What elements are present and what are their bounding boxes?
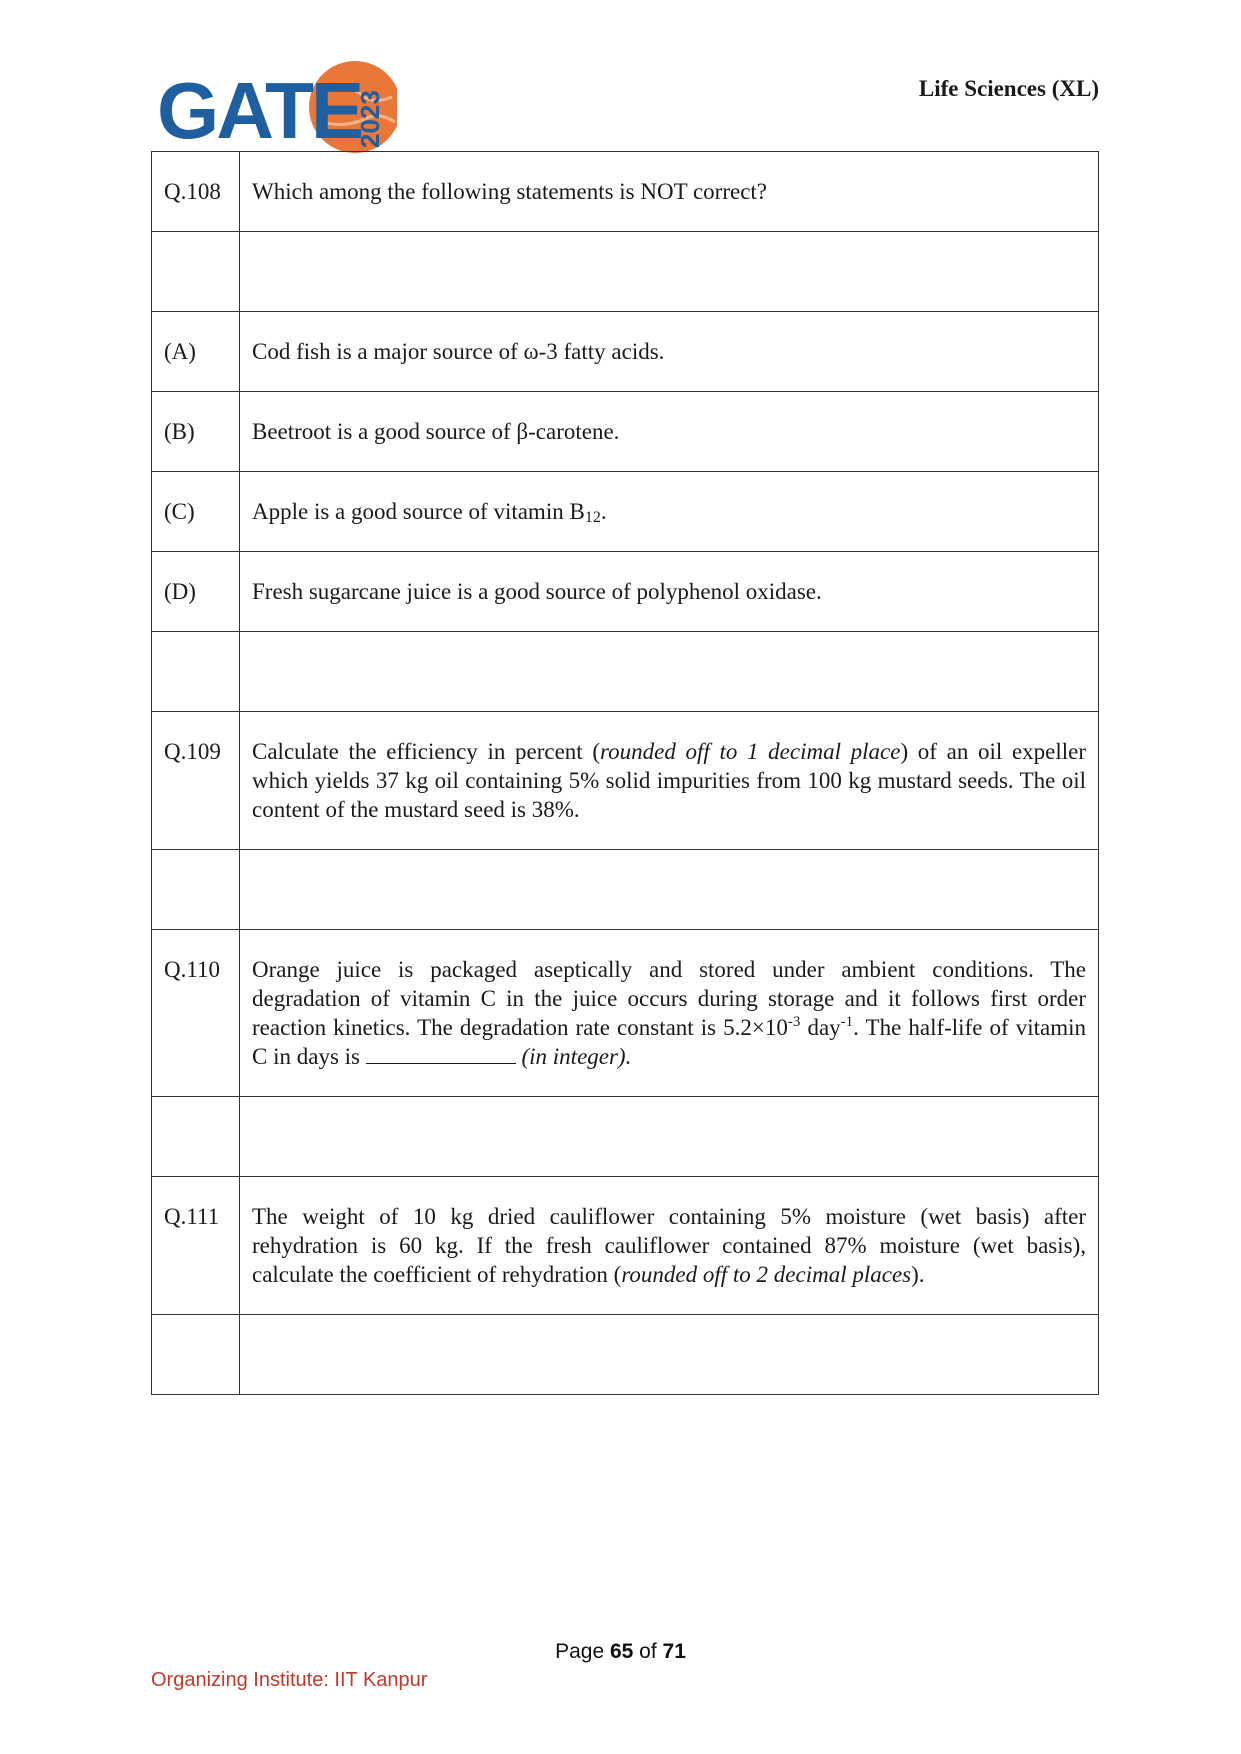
- question-text: Calculate the efficiency in percent (rounded off to 1 decimal place) of an oil expeller which yields 37 kg oil containing 5% solid impurities from 100 kg mustard seeds. The oil content of the mustard seed is 38%.: [240, 712, 1099, 850]
- page-number: Page 65 of 71: [555, 1640, 686, 1663]
- question-number: Q.110: [152, 930, 240, 1097]
- option-text: Apple is a good source of vitamin $B_{12}$.: [240, 472, 1099, 552]
- logo-text: GATE: [157, 66, 362, 155]
- option-label: (C): [152, 472, 240, 552]
- option-label: (A): [152, 312, 240, 392]
- organizing-institute: Organizing Institute: IIT Kanpur: [151, 1669, 428, 1691]
- question-row: [152, 1177, 1099, 1315]
- question-number: Q.111: [152, 1177, 240, 1315]
- question-number: Q.108: [152, 152, 240, 232]
- option-label: (D): [152, 552, 240, 632]
- spacer-row: [152, 232, 1099, 312]
- spacer-row: [152, 1097, 1099, 1177]
- subject-title: Life Sciences (XL): [918, 76, 1099, 101]
- gate-2023-logo: [157, 60, 397, 156]
- spacer-row: [152, 632, 1099, 712]
- question-text: Orange juice is packaged aseptically and stored under ambient conditions. The degradation of vitamin C in the juice occurs during storage and it follows first order reaction kinetics. The degradation rate constant is $5.2\times 10^{-3}$ day$^{-1}$. The half-life of vitamin C in days is (in integer).: [240, 930, 1099, 1097]
- option-row: [152, 312, 1099, 392]
- spacer-row: [152, 1315, 1099, 1395]
- logo-year: 2023: [355, 90, 385, 148]
- question-row: [152, 930, 1099, 1097]
- option-row: [152, 472, 1099, 552]
- option-row: [152, 392, 1099, 472]
- option-text: Cod fish is a major source of ω-3 fatty acids.: [240, 312, 1099, 392]
- option-row: [152, 552, 1099, 632]
- option-text: Fresh sugarcane juice is a good source of polyphenol oxidase.: [240, 552, 1099, 632]
- answer-blank: [366, 1043, 516, 1064]
- question-table: [151, 151, 1099, 1395]
- spacer-row: [152, 850, 1099, 930]
- option-label: (B): [152, 392, 240, 472]
- option-text: Beetroot is a good source of β-carotene.: [240, 392, 1099, 472]
- question-text: Which among the following statements is NOT correct?: [240, 152, 1099, 232]
- question-row: [152, 152, 1099, 232]
- question-text: The weight of 10 kg dried cauliflower containing 5% moisture (wet basis) after rehydration is 60 kg. If the fresh cauliflower contained 87% moisture (wet basis), calculate the coefficient of rehydration (rounded off to 2 decimal places).: [240, 1177, 1099, 1315]
- question-number: Q.109: [152, 712, 240, 850]
- gate-logo-graphic: [157, 60, 397, 156]
- question-row: [152, 712, 1099, 850]
